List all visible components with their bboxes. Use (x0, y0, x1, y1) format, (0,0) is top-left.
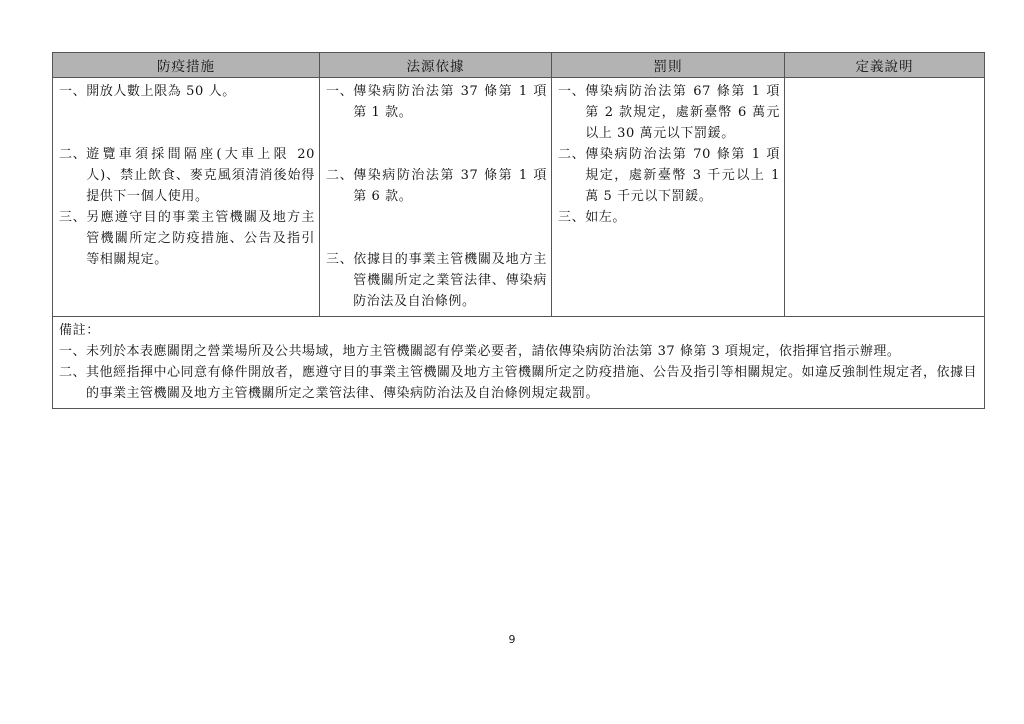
penalty-item-1 (558, 81, 780, 144)
note-item-2 (59, 362, 980, 404)
legal-basis-item-1 (326, 81, 547, 123)
note-item-number: 二、 (59, 365, 87, 380)
legal-basis-item-3 (326, 249, 547, 312)
legal-basis-item-number: 一、 (326, 84, 354, 99)
table-row (53, 78, 985, 317)
header-legal-basis: 法源依據 (320, 53, 552, 78)
header-definitions: 定義說明 (785, 53, 985, 78)
measure-item-1 (59, 81, 315, 102)
measure-item-text: 另應遵守目的事業主管機關及地方主管機關所定之防疫措施、公告及指引等相關規定。 (86, 210, 315, 267)
penalty-item-text: 傳染病防治法第 67 條第 1 項第 2 款規定，處新臺幣 6 萬元以上 30 萬元以下罰鍰。 (585, 84, 780, 141)
penalty-item-2 (558, 144, 780, 207)
penalty-item-number: 三、 (558, 210, 586, 225)
measure-item-2 (59, 144, 315, 207)
legal-basis-item-2 (326, 165, 547, 207)
penalty-item-text: 傳染病防治法第 70 條第 1 項規定，處新臺幣 3 千元以上 1 萬 5 千元以下罰鍰。 (585, 147, 780, 204)
measures-cell (53, 78, 320, 317)
regulation-table (52, 52, 985, 409)
notes-row (53, 317, 985, 409)
measure-item-number: 一、 (59, 84, 87, 99)
notes-cell (53, 317, 985, 409)
header-measures: 防疫措施 (53, 53, 320, 78)
notes-title: 備註： (59, 323, 100, 338)
page-number: 9 (508, 633, 516, 646)
note-item-number: 一、 (59, 344, 87, 359)
legal-basis-item-text: 依據目的事業主管機關及地方主管機關所定之業管法律、傳染病防治法及自治條例。 (353, 252, 547, 309)
measure-item-text: 開放人數上限為 50 人。 (86, 84, 236, 99)
legal-basis-item-text: 傳染病防治法第 37 條第 1 項第 6 款。 (353, 168, 547, 204)
note-item-1 (59, 341, 980, 362)
penalty-item-number: 二、 (558, 147, 586, 162)
note-item-text: 其他經指揮中心同意有條件開放者，應遵守目的事業主管機關及地方主管機關所定之防疫措施、公告及指引等相關規定。如違反強制性規定者，依據目的事業主管機關及地方主管機關所定之業管法律、傳染病防治法及自治條例規定裁罰。 (86, 365, 978, 401)
penalty-item-number: 一、 (558, 84, 586, 99)
note-item-text: 未列於本表應關閉之營業場所及公共場域，地方主管機關認有停業必要者，請依傳染病防治法第 37 條第 3 項規定，依指揮官指示辦理。 (86, 344, 901, 359)
penalty-item-text: 如左。 (585, 210, 627, 225)
penalty-item-3 (558, 207, 780, 228)
table-header-row (53, 53, 985, 78)
legal-basis-item-number: 二、 (326, 168, 354, 183)
measure-item-number: 二、 (59, 147, 87, 162)
penalties-cell (552, 78, 785, 317)
measure-item-text: 遊覽車須採間隔座(大車上限 20 人)、禁止飲食、麥克風須清消後始得提供下一個人使用。 (86, 147, 315, 204)
definitions-cell (785, 78, 985, 317)
legal-basis-item-text: 傳染病防治法第 37 條第 1 項第 1 款。 (353, 84, 547, 120)
measure-item-number: 三、 (59, 210, 87, 225)
measure-item-3 (59, 207, 315, 270)
legal-basis-cell (320, 78, 552, 317)
header-penalties: 罰則 (552, 53, 785, 78)
legal-basis-item-number: 三、 (326, 252, 354, 267)
